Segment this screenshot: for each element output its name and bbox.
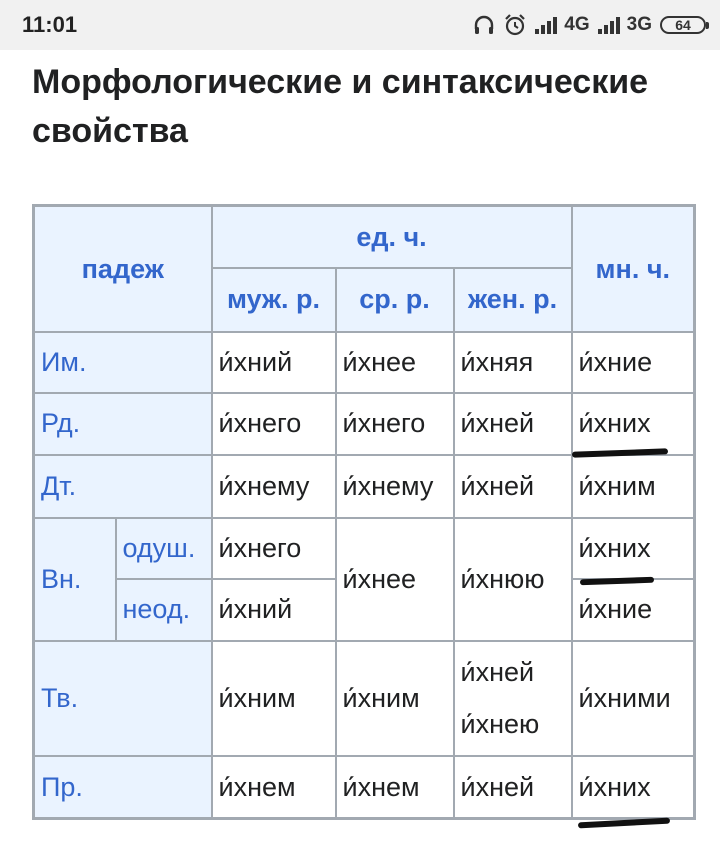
- accusative-inanimate: неод.: [116, 579, 212, 641]
- form-cell: и́хнем: [212, 756, 336, 819]
- table-row: [34, 332, 695, 393]
- form-cell: и́хней: [454, 756, 572, 819]
- form-cell: и́хний: [212, 332, 336, 393]
- form-cell: и́хней: [454, 455, 572, 518]
- form-cell: и́хнюю: [454, 518, 572, 641]
- table-row: [34, 455, 695, 518]
- form-cell: и́хнего: [336, 393, 454, 455]
- form-cell: и́хние: [572, 579, 695, 641]
- table-row: [34, 393, 695, 455]
- form-cell: и́хний: [212, 579, 336, 641]
- form-variant: и́хней: [460, 657, 535, 687]
- network-4g: [535, 14, 589, 36]
- case-accusative: Вн.: [34, 518, 116, 641]
- network-3g-label: 3G: [626, 14, 652, 35]
- form-cell: и́хних: [572, 518, 695, 579]
- form-cell: и́хнего: [212, 518, 336, 579]
- form-cell: и́хняя: [454, 332, 572, 393]
- header-feminine: жен. р.: [454, 268, 572, 332]
- form-cell: и́хними: [572, 641, 695, 756]
- status-bar: [0, 0, 720, 50]
- battery-icon: [660, 16, 706, 34]
- headphones-icon: [473, 14, 495, 36]
- header-masculine: муж. р.: [212, 268, 336, 332]
- table-row: [34, 756, 695, 819]
- form-cell: и́хние: [572, 332, 695, 393]
- status-time: 11:01: [22, 12, 78, 37]
- declension-table: [32, 204, 696, 820]
- network-4g-label: 4G: [564, 14, 590, 35]
- form-cell: и́хних: [572, 393, 695, 455]
- case-prepositional: Пр.: [34, 756, 212, 819]
- form-cell: и́хнем: [336, 756, 454, 819]
- header-plural: мн. ч.: [572, 206, 695, 332]
- battery-level: 64: [675, 17, 691, 33]
- section-heading: Морфологические и синтаксические свойства: [32, 63, 649, 150]
- header-case: падеж: [34, 206, 212, 332]
- form-cell: и́хним: [572, 455, 695, 518]
- form-cell: и́хним: [336, 641, 454, 756]
- form-cell: и́хнего: [212, 393, 336, 455]
- form-variant: и́хнею: [460, 709, 540, 739]
- form-cell: и́хнему: [212, 455, 336, 518]
- status-icons: [473, 12, 706, 38]
- header-singular: ед. ч.: [212, 206, 572, 268]
- header-neuter: ср. р.: [336, 268, 454, 332]
- form-cell: и́хней: [454, 393, 572, 455]
- accusative-animate: одуш.: [116, 518, 212, 579]
- form-cell: и́хнему: [336, 455, 454, 518]
- network-3g: [598, 14, 652, 36]
- form-cell-multi: [454, 641, 572, 756]
- form-cell: и́хних: [572, 756, 695, 819]
- case-dative: Дт.: [34, 455, 212, 518]
- table-row: [34, 518, 695, 579]
- form-cell: и́хним: [212, 641, 336, 756]
- case-instrumental: Тв.: [34, 641, 212, 756]
- form-cell: и́хнее: [336, 332, 454, 393]
- form-cell: и́хнее: [336, 518, 454, 641]
- case-nominative: Им.: [34, 332, 212, 393]
- table-row: [34, 641, 695, 756]
- case-genitive: Рд.: [34, 393, 212, 455]
- signal-icon: [598, 16, 624, 34]
- signal-icon: [535, 16, 561, 34]
- alarm-icon: [503, 13, 527, 37]
